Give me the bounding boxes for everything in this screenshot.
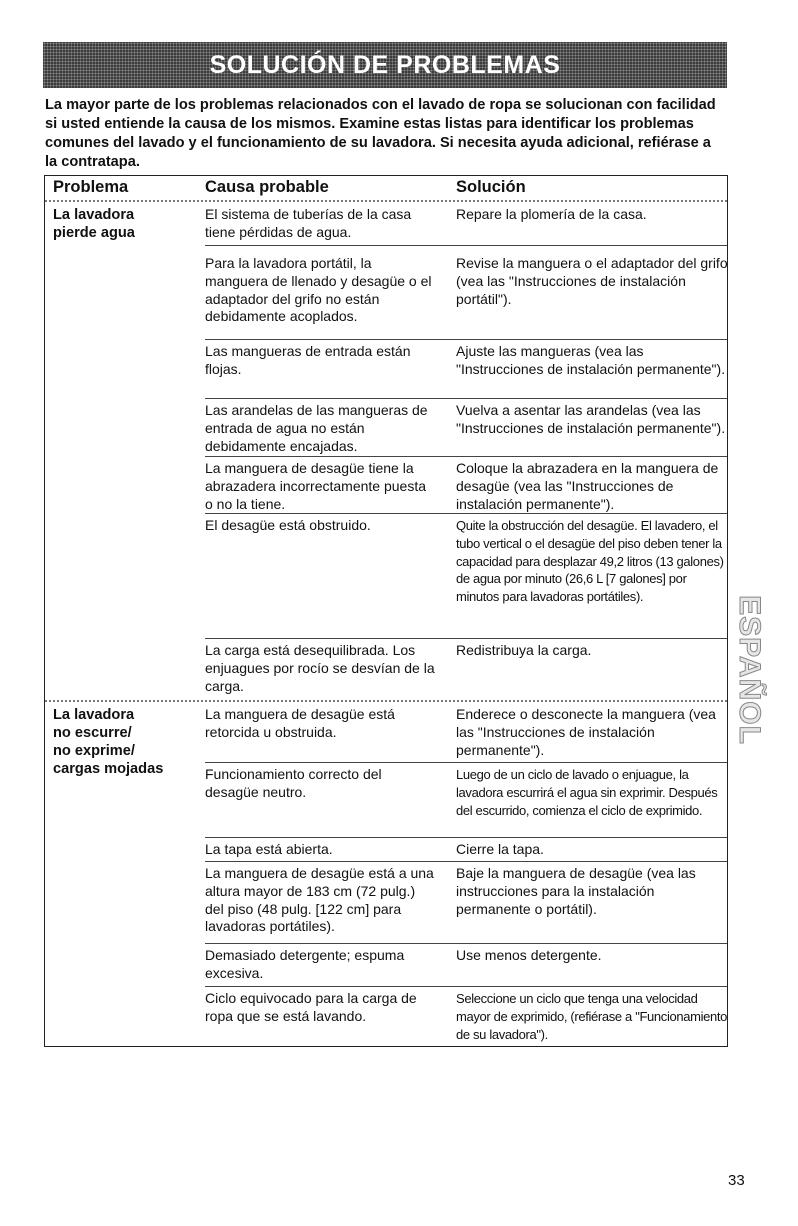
solution-text: Enderece o desconecte la manguera (vea las "Instrucciones de instalación permanente").: [456, 706, 716, 758]
table-row: [205, 245, 727, 340]
solution-text: Coloque la abrazadera en la manguera de desagüe (vea las "Instrucciones de instalación permanente").: [456, 460, 719, 512]
cause-text: La tapa está abierta.: [205, 841, 333, 857]
table-row: [205, 986, 727, 1044]
cause-text: La manguera de desagüe está a una altura mayor de 183 cm (72 pulg.) del piso (48 pulg. [122 cm] para lavadoras portátiles).: [205, 865, 434, 935]
table-row: [205, 513, 727, 639]
solution-text: Cierre la tapa.: [456, 841, 544, 857]
problem-leaks-water: La lavadora pierde agua: [53, 207, 135, 241]
troubleshooting-table: [44, 175, 728, 1047]
cause-text: Funcionamiento correcto del desagüe neutro.: [205, 766, 382, 800]
cause-text: Para la lavadora portátil, la manguera de llenado y desagüe o el adaptador del grifo no están debidamente acoplados.: [205, 255, 432, 325]
cause-text: El desagüe está obstruido.: [205, 517, 371, 533]
table-row: [205, 762, 727, 838]
solution-text: Baje la manguera de desagüe (vea las instrucciones para la instalación permanente o portátil).: [456, 865, 696, 917]
cause-text: La manguera de desagüe está retorcida u obstruida.: [205, 706, 395, 740]
cause-text: La carga está desequilibrada. Los enjuagues por rocío se desvían de la carga.: [205, 642, 435, 694]
language-side-tab: [732, 590, 766, 750]
solution-text: Ajuste las mangueras (vea las "Instrucciones de instalación permanente").: [456, 343, 726, 377]
solution-text: Repare la plomería de la casa.: [456, 206, 647, 222]
table-row: [205, 456, 727, 514]
cause-text: La manguera de desagüe tiene la abrazadera incorrectamente puesta o no la tiene.: [205, 460, 427, 512]
solution-text: Redistribuya la carga.: [456, 642, 592, 658]
page-title: SOLUCIÓN DE PROBLEMAS: [209, 50, 561, 79]
table-row: [205, 339, 727, 399]
solution-text: Luego de un ciclo de lavado o enjuague, la lavadora escurrirá el agua sin exprimir. Después del escurrido, comienza el ciclo de exprimido.: [456, 767, 718, 818]
solution-text: Revise la manguera o el adaptador del grifo (vea las "Instrucciones de instalación portátil").: [456, 255, 728, 307]
section-banner: [43, 42, 727, 88]
table-row: [205, 702, 727, 763]
cause-text: Demasiado detergente; espuma excesiva.: [205, 947, 405, 981]
language-label: ESPAÑOL: [733, 595, 767, 745]
table-row: [205, 202, 727, 246]
table-row: [205, 837, 727, 862]
solution-text: Quite la obstrucción del desagüe. El lavadero, el tubo vertical o el desagüe del piso deben tener la capacidad para desplazar 49,2 litros (13 galones) de agua por minuto (26,6 L [7 galones] por minutos para lavadoras portátiles).: [456, 518, 724, 605]
solution-text: Use menos detergente.: [456, 947, 602, 963]
solution-text: Seleccione un ciclo que tenga una velocidad mayor de exprimido, (refiérase a "Funcionamiento de su lavadora").: [456, 991, 728, 1042]
header-cause: Causa probable: [205, 178, 329, 196]
table-row: [205, 861, 727, 944]
cause-text: Las arandelas de las mangueras de entrada de agua no están debidamente encajadas.: [205, 402, 428, 454]
cause-text: Ciclo equivocado para la carga de ropa que se está lavando.: [205, 990, 417, 1024]
table-row: [205, 398, 727, 457]
problem-no-drain-spin: La lavadora no escurre/ no exprime/ cargas mojadas: [53, 707, 164, 777]
header-problem: Problema: [53, 178, 129, 196]
table-row: [205, 943, 727, 987]
solution-text: Vuelva a asentar las arandelas (vea las "Instrucciones de instalación permanente").: [456, 402, 726, 436]
header-solution: Solución: [456, 178, 526, 196]
table-row: [205, 638, 727, 698]
intro-paragraph: La mayor parte de los problemas relacionados con el lavado de ropa se solucionan con facilidad si usted entiende la causa de los mismos. Examine estas listas para identificar los problemas comunes del lavado y el funcionamiento de su lavadora. Si necesita ayuda adicional, refiérase a la contratapa.: [45, 97, 716, 170]
page-number: 33: [728, 1172, 745, 1189]
cause-text: El sistema de tuberías de la casa tiene pérdidas de agua.: [205, 206, 412, 240]
cause-text: Las mangueras de entrada están flojas.: [205, 343, 411, 377]
